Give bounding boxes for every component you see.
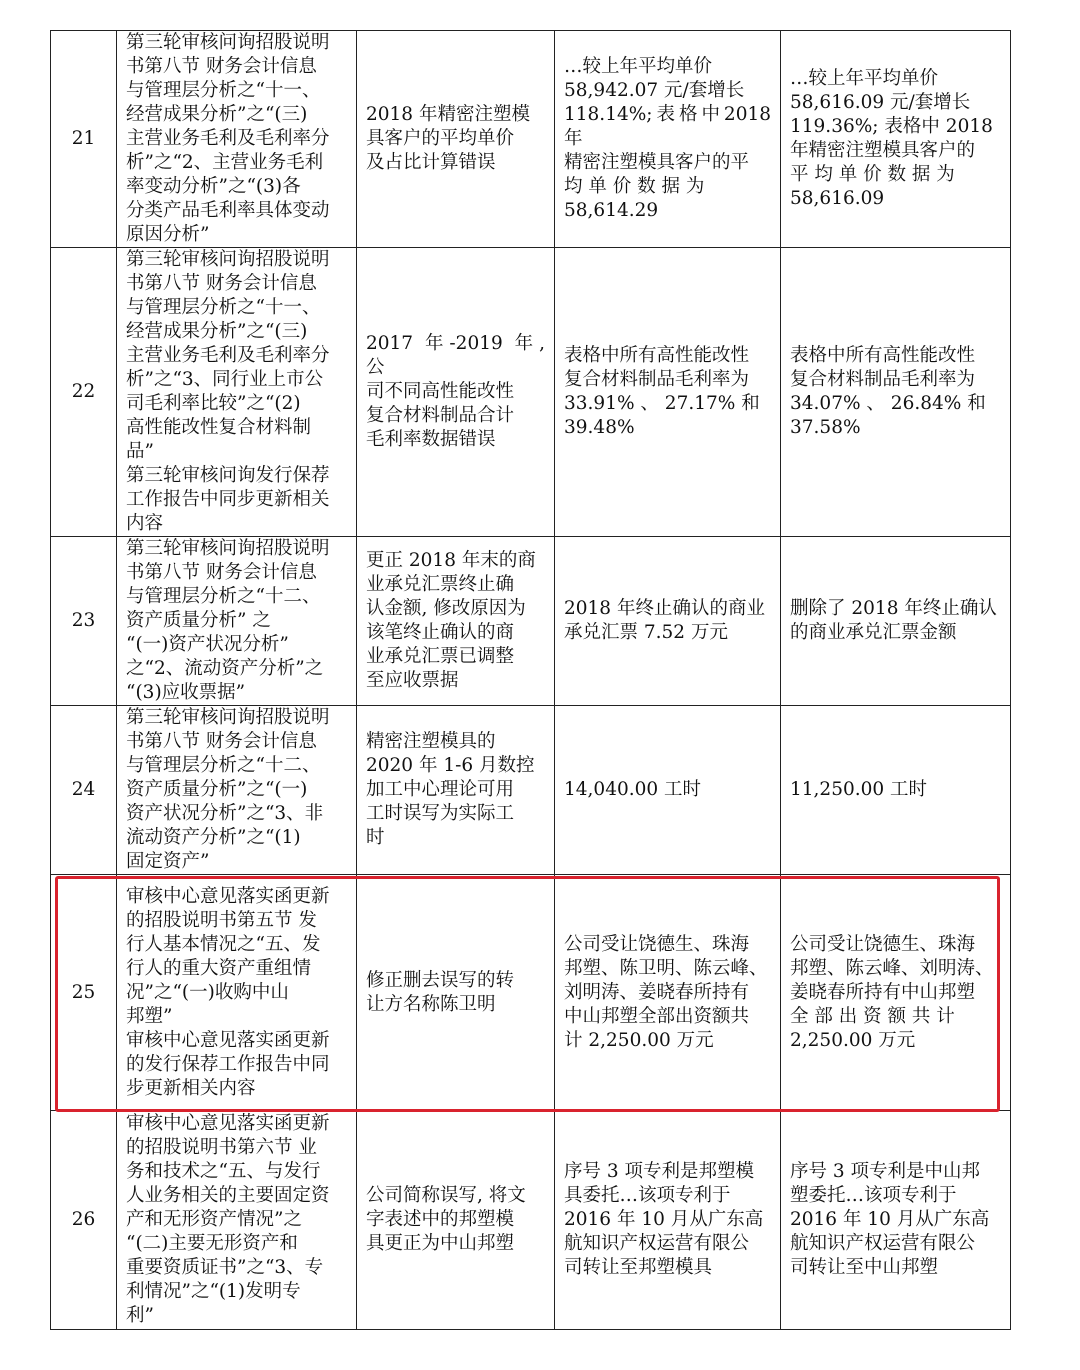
row-number: 22 — [51, 248, 117, 537]
text-line: …较上年平均单价 — [790, 68, 939, 89]
text-line: 14,040.00 工时 — [564, 779, 702, 800]
text-line: 的招股说明书第六节 业 — [126, 1137, 317, 1158]
table-row — [51, 1111, 1011, 1330]
reason-cell — [357, 875, 555, 1111]
text-line: 第三轮审核问询招股说明 — [126, 32, 330, 53]
text-line: 加工中心理论可用 — [366, 779, 515, 800]
text-line: 书第八节 财务会计信息 — [126, 731, 317, 752]
table-row — [51, 31, 1011, 248]
location-cell — [117, 31, 357, 248]
reason-cell — [357, 1111, 555, 1330]
row-number: 25 — [51, 875, 117, 1111]
text-line: 的招股说明书第五节 发 — [126, 909, 317, 931]
text-line: 认金额, 修改原因为 — [366, 598, 526, 619]
table-body — [51, 31, 1011, 1330]
text-line: 与管理层分析之“十一、 — [126, 297, 321, 318]
text-line: 该笔终止确认的商 — [366, 622, 515, 643]
before-cell — [555, 248, 781, 537]
text-line: 2020 年 1-6 月数控 — [366, 755, 535, 776]
text-line: 资产状况分析”之“3、非 — [126, 803, 324, 824]
text-line: 2018 年精密注塑模 — [366, 104, 530, 125]
text-line: 表格中所有高性能改性 — [790, 345, 976, 366]
text-line: 具客户的平均单价 — [366, 128, 515, 149]
text-line: 全 部 出 资 额 共 计 — [790, 1005, 955, 1027]
table-row — [51, 537, 1011, 706]
text-line: 2017 年-2019 年, 公 — [366, 333, 545, 378]
text-line: 邦塑” — [126, 1005, 173, 1027]
text-line: 况”之“(一)收购中山 — [126, 981, 289, 1003]
text-line: 119.36%; 表格中 2018 — [790, 116, 993, 137]
text-line: 司转让至中山邦塑 — [790, 1257, 939, 1278]
text-line: 34.07% 、 26.84% 和 — [790, 393, 986, 414]
text-line: 审核中心意见落实函更新 — [126, 1029, 330, 1051]
text-line: 2016 年 10 月从广东高 — [790, 1209, 990, 1230]
text-line: 品” — [126, 441, 154, 462]
text-line: 塑委托…该项专利于 — [790, 1185, 957, 1206]
text-line: 58,616.09 元/套增长 — [790, 92, 971, 113]
text-line: 精密注塑模具的 — [366, 731, 496, 752]
text-line: 重要资质证书”之“3、专 — [126, 1257, 324, 1278]
text-line: 司毛利率比较”之“(2) — [126, 393, 301, 414]
text-line: 第三轮审核问询招股说明 — [126, 538, 330, 559]
text-line: 刘明涛、姜晓春所持有 — [564, 981, 750, 1003]
text-line: 经营成果分析”之“(三) — [126, 104, 308, 125]
row-number: 26 — [51, 1111, 117, 1330]
text-line: 内容 — [126, 513, 164, 534]
text-line: 删除了 2018 年终止确认 — [790, 598, 997, 619]
text-line: 率变动分析”之“(3)各 — [126, 176, 301, 197]
text-line: 58,616.09 — [790, 188, 885, 209]
text-line: 步更新相关内容 — [126, 1077, 256, 1099]
table-row — [51, 875, 1011, 1111]
text-line: 更正 2018 年末的商 — [366, 550, 536, 571]
text-line: 原因分析” — [126, 224, 210, 245]
text-line: 析”之“2、主营业务毛利 — [126, 152, 324, 173]
text-line: 利” — [126, 1305, 154, 1326]
text-line: 第三轮审核问询发行保荐 — [126, 465, 330, 486]
text-line: 年精密注塑模具客户的 — [790, 140, 976, 161]
text-line: 58,942.07 元/套增长 — [564, 80, 745, 101]
text-line: 之“2、流动资产分析”之 — [126, 658, 324, 679]
location-cell — [117, 1111, 357, 1330]
after-cell — [781, 1111, 1011, 1330]
text-line: 序号 3 项专利是中山邦 — [790, 1161, 981, 1182]
reason-cell — [357, 706, 555, 875]
before-cell — [555, 31, 781, 248]
text-line: 中山邦塑全部出资额共 — [564, 1005, 750, 1027]
text-line: 析”之“3、同行业上市公 — [126, 369, 324, 390]
location-cell — [117, 248, 357, 537]
text-line: 精密注塑模具客户的平 — [564, 152, 750, 173]
text-line: 工作报告中同步更新相关 — [126, 489, 330, 510]
text-line: 公司受让饶德生、珠海 — [564, 933, 750, 955]
before-cell — [555, 875, 781, 1111]
text-line: 39.48% — [564, 417, 635, 438]
text-line: 公司简称误写, 将文 — [366, 1185, 526, 1206]
row-number: 21 — [51, 31, 117, 248]
text-line: 平 均 单 价 数 据 为 — [790, 164, 955, 185]
text-line: 工时误写为实际工 — [366, 803, 515, 824]
text-line: 资产质量分析” 之 — [126, 610, 271, 631]
text-line: 37.58% — [790, 417, 861, 438]
text-line: 务和技术之“五、与发行 — [126, 1161, 321, 1182]
text-line: 与管理层分析之“十二、 — [126, 586, 321, 607]
text-line: 书第八节 财务会计信息 — [126, 56, 317, 77]
text-line: 行人基本情况之“五、发 — [126, 933, 321, 955]
row-number: 23 — [51, 537, 117, 706]
text-line: 邦塑、陈云峰、刘明涛、 — [790, 957, 994, 979]
text-line: 的商业承兑汇票金额 — [790, 622, 957, 643]
text-line: 33.91% 、 27.17% 和 — [564, 393, 760, 414]
after-cell — [781, 248, 1011, 537]
location-cell — [117, 875, 357, 1111]
text-line: 2016 年 10 月从广东高 — [564, 1209, 764, 1230]
location-cell — [117, 537, 357, 706]
text-line: 书第八节 财务会计信息 — [126, 562, 317, 583]
text-line: 第三轮审核问询招股说明 — [126, 707, 330, 728]
text-line: 航知识产权运营有限公 — [790, 1233, 976, 1254]
text-line: 的发行保荐工作报告中同 — [126, 1053, 330, 1075]
text-line: 姜晓春所持有中山邦塑 — [790, 981, 976, 1003]
text-line: 2,250.00 万元 — [790, 1029, 916, 1051]
text-line: 至应收票据 — [366, 670, 459, 691]
after-cell — [781, 875, 1011, 1111]
before-cell — [555, 1111, 781, 1330]
text-line: 主营业务毛利及毛利率分 — [126, 345, 330, 366]
text-line: 序号 3 项专利是邦塑模 — [564, 1161, 755, 1182]
text-line: 航知识产权运营有限公 — [564, 1233, 750, 1254]
after-cell — [781, 706, 1011, 875]
text-line: 行人的重大资产重组情 — [126, 957, 312, 979]
text-line: 58,614.29 — [564, 200, 659, 221]
text-line: 计 2,250.00 万元 — [564, 1029, 714, 1051]
before-cell — [555, 537, 781, 706]
text-line: 修正删去误写的转 — [366, 969, 515, 991]
text-line: “(3)应收票据” — [126, 682, 246, 703]
after-cell — [781, 537, 1011, 706]
text-line: …较上年平均单价 — [564, 56, 713, 77]
text-line: 书第八节 财务会计信息 — [126, 273, 317, 294]
text-line: 时 — [366, 827, 385, 848]
text-line: 司不同高性能改性 — [366, 381, 515, 402]
text-line: 复合材料制品合计 — [366, 405, 515, 426]
text-line: 字表述中的邦塑模 — [366, 1209, 515, 1230]
reason-cell — [357, 248, 555, 537]
row-number: 24 — [51, 706, 117, 875]
text-line: 司转让至邦塑模具 — [564, 1257, 713, 1278]
text-line: 复合材料制品毛利率为 — [790, 369, 976, 390]
text-line: 表格中所有高性能改性 — [564, 345, 750, 366]
text-line: 承兑汇票 7.52 万元 — [564, 622, 728, 643]
text-line: 邦塑、陈卫明、陈云峰、 — [564, 957, 768, 979]
text-line: 审核中心意见落实函更新 — [126, 885, 330, 907]
text-line: 业承兑汇票终止确 — [366, 574, 515, 595]
reason-cell — [357, 31, 555, 248]
text-line: 具更正为中山邦塑 — [366, 1233, 515, 1254]
before-cell — [555, 706, 781, 875]
location-cell — [117, 706, 357, 875]
text-line: 复合材料制品毛利率为 — [564, 369, 750, 390]
table-row — [51, 706, 1011, 875]
text-line: 均 单 价 数 据 为 — [564, 176, 705, 197]
text-line: 经营成果分析”之“(三) — [126, 321, 308, 342]
text-line: 11,250.00 工时 — [790, 779, 928, 800]
text-line: 毛利率数据错误 — [366, 429, 496, 450]
text-line: 2018 年终止确认的商业 — [564, 598, 765, 619]
text-line: 利情况”之“(1)发明专 — [126, 1281, 301, 1302]
text-line: 分类产品毛利率具体变动 — [126, 200, 330, 221]
after-cell — [781, 31, 1011, 248]
correction-table — [50, 30, 1011, 1330]
text-line: 主营业务毛利及毛利率分 — [126, 128, 330, 149]
text-line: 及占比计算错误 — [366, 152, 496, 173]
text-line: 118.14%;表格中2018年 — [564, 104, 771, 149]
text-line: 产和无形资产情况”之 — [126, 1209, 302, 1230]
text-line: 第三轮审核问询招股说明 — [126, 249, 330, 270]
text-line: 流动资产分析”之“(1) — [126, 827, 301, 848]
text-line: 具委托…该项专利于 — [564, 1185, 731, 1206]
reason-cell — [357, 537, 555, 706]
text-line: “(一)资产状况分析” — [126, 634, 289, 655]
text-line: 业承兑汇票已调整 — [366, 646, 515, 667]
text-line: 让方名称陈卫明 — [366, 993, 496, 1015]
text-line: 与管理层分析之“十二、 — [126, 755, 321, 776]
text-line: 审核中心意见落实函更新 — [126, 1113, 330, 1134]
text-line: 与管理层分析之“十一、 — [126, 80, 321, 101]
text-line: 固定资产” — [126, 851, 210, 872]
text-line: 公司受让饶德生、珠海 — [790, 933, 976, 955]
text-line: “(二)主要无形资产和 — [126, 1233, 298, 1254]
text-line: 人业务相关的主要固定资 — [126, 1185, 330, 1206]
text-line: 资产质量分析”之“(一) — [126, 779, 308, 800]
table-row — [51, 248, 1011, 537]
text-line: 高性能改性复合材料制 — [126, 417, 312, 438]
